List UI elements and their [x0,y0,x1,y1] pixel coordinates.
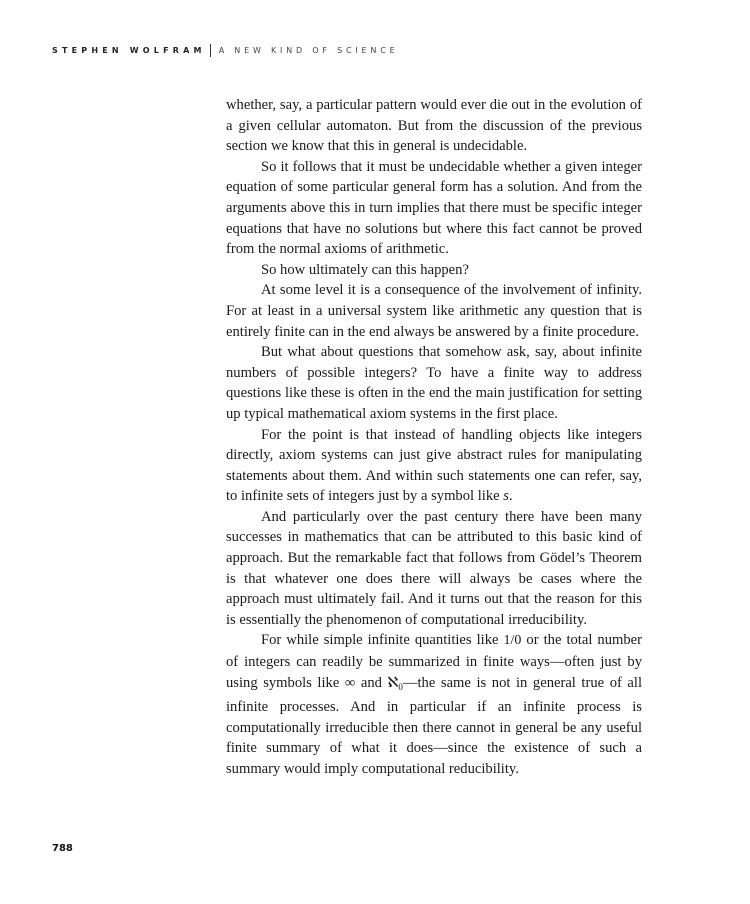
paragraph-5: But what about questions that somehow ask, say, about infinite numbers of possible integers? To have a finite way to address questions like these is often in the end the main justification for setting up typical mathematical axiom systems in the first place. [226,344,642,422]
paragraph-8-text-1: For while simple infinite quantities like [261,632,504,649]
paragraph-6-text: For the point is that instead of handling objects like integers directly, axiom systems can just give abstract rules for manipulating statements about them. And within such statements one can refer, say, to infinite sets of integers just by a symbol like [226,426,642,505]
body-text [226,95,642,780]
paragraph-4: At some level it is a consequence of the involvement of infinity. For at least in a universal system like arithmetic any question that is entirely finite can in the end always be answered by a finite procedure. [226,282,642,340]
infinity-symbol: ∞ [344,674,356,691]
paragraph-1: whether, say, a particular pattern would ever die out in the evolution of a given cellular automaton. But from the discussion of the previous section we know that this in general is undecidable. [226,97,642,155]
aleph-symbol: ℵ [387,674,399,691]
aleph-subscript: 0 [398,681,403,692]
paragraph-6-end: . [508,488,513,505]
paragraph-8-text-2: or the total number of integers can readily be summarized in finite ways—often just by using symbols like [226,632,642,691]
paragraph-7: And particularly over the past century there have been many successes in mathematics that can be attributed to this basic kind of approach. But the remarkable fact that follows from Gödel’s Theorem is that whatever one does there will always be cases where the approach must ultimately fail. And it turns out that the reason for this is essentially the phenomenon of computational irreducibility. [226,508,642,628]
paragraph-6 [226,425,642,507]
paragraph-3: So how ultimately can this happen? [261,261,469,278]
author-name: STEPHEN WOLFRAM [52,46,206,55]
book-title: A NEW KIND OF SCIENCE [218,46,399,55]
header-divider [210,44,211,57]
page-number: 788 [52,843,73,854]
paragraph-8 [226,630,642,779]
paragraph-8-and: and [355,674,388,691]
paragraph-2: So it follows that it must be undecidable whether a given integer equation of some particular general form has a solution. And from the arguments above this in turn implies that there must be specific integer equations that have no solutions but where this fact cannot be proved from the normal axioms of arithmetic. [226,158,642,258]
running-head [52,44,398,57]
symbol-s: s [503,488,509,505]
paragraph-8-text-3: —the same is not in general true of all infinite processes. And in particular if an infinite process is computationally irreducible then there cannot in general be any useful finite summary of what it does—since the existence of such a summary would imply computational reducibility. [226,674,643,777]
fraction-one-over-zero: 1/0 [503,633,522,649]
